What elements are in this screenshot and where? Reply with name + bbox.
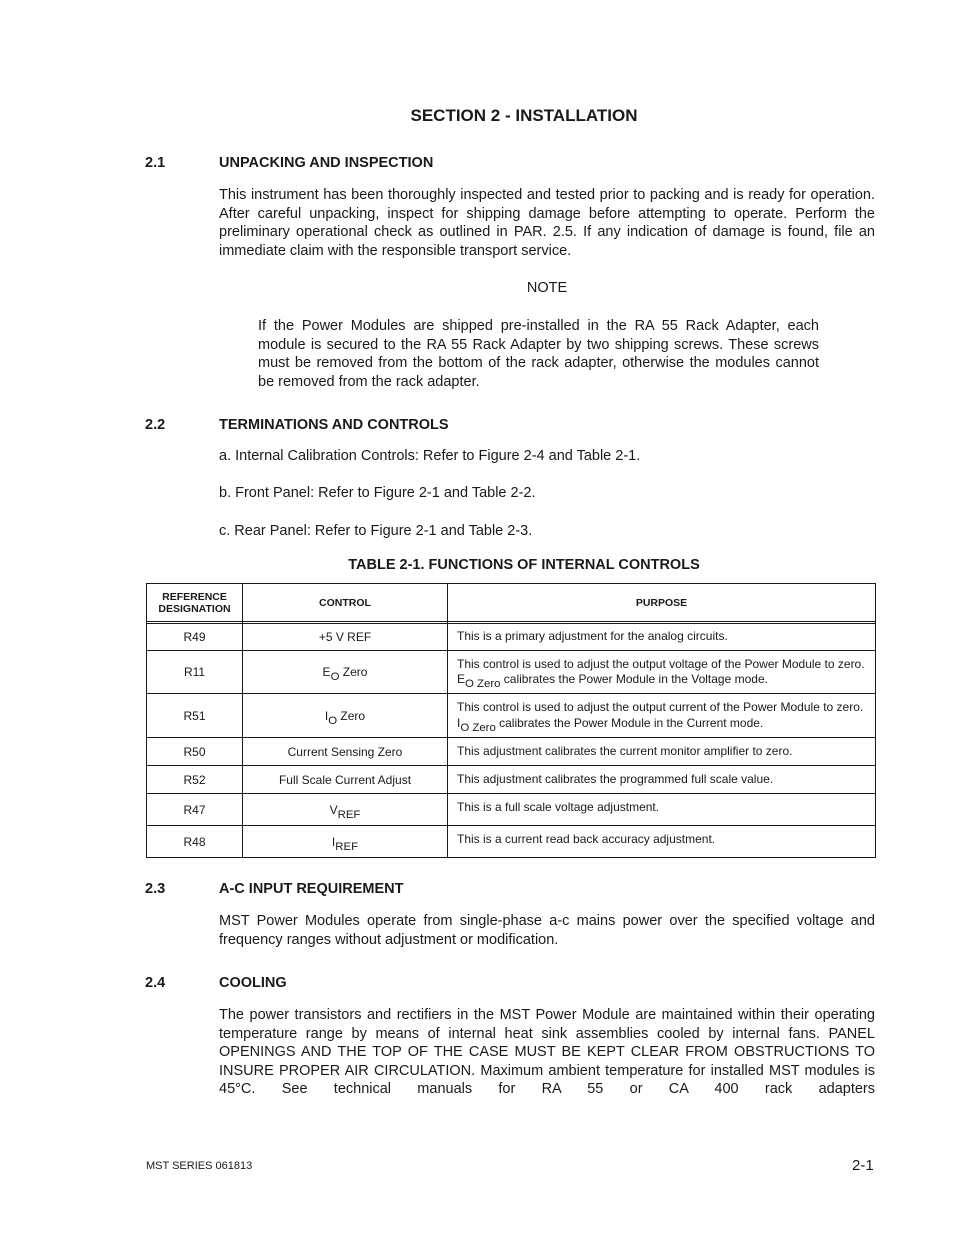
header-reference-designation [147, 584, 243, 622]
control-subscript: REF [335, 840, 359, 853]
purpose-part: calibrates the Power Module in the Current mode. [495, 715, 764, 730]
cell-control [243, 694, 448, 738]
section-2-3-paragraph: MST Power Modules operate from single-phase a-c mains power over the specified voltage and frequency ranges without adjustment or modification. [219, 913, 875, 948]
cell-ref: R48 [147, 826, 243, 858]
cell-control [243, 826, 448, 858]
header-control: CONTROL [243, 584, 448, 622]
section-2-2-heading: TERMINATIONS AND CONTROLS [219, 417, 449, 433]
control-symbol: I [324, 708, 329, 723]
cell-ref: R50 [147, 738, 243, 766]
section-2-3-heading: A-C INPUT REQUIREMENT [219, 881, 404, 897]
footer-document-id: MST SERIES 061813 [146, 1160, 253, 1172]
cell-purpose: This adjustment calibrates the programmed full scale value. [448, 766, 876, 794]
table-row [147, 738, 876, 766]
control-subscript: REF [337, 808, 361, 821]
control-symbol: I [331, 834, 336, 849]
section-2-2-number: 2.2 [145, 417, 166, 433]
control-symbol: V [329, 802, 338, 817]
cell-control [243, 794, 448, 826]
purpose-part: calibrates the Power Module in the Voltage mode. [500, 672, 768, 686]
cell-ref: R52 [147, 766, 243, 794]
table-row [147, 694, 876, 738]
header-ref-line1: REFERENCE [162, 590, 227, 603]
control-suffix: Zero [339, 665, 368, 679]
purpose-part: This control is used to adjust the output voltage of the Power Module to zero. E [457, 656, 865, 686]
cell-purpose: This is a full scale voltage adjustment. [448, 794, 876, 826]
control-suffix: Zero [337, 708, 366, 723]
table-row [147, 794, 876, 826]
note-title: NOTE [526, 280, 568, 296]
cell-ref: R51 [147, 694, 243, 738]
section-2-4-number: 2.4 [145, 975, 166, 991]
cell-control [243, 651, 448, 694]
list-item: a. Internal Calibration Controls: Refer to Figure 2-4 and Table 2-1. [219, 448, 641, 464]
section-2-1-heading: UNPACKING AND INSPECTION [219, 155, 434, 171]
footer-page-number: 2-1 [852, 1157, 874, 1174]
section-2-3-number: 2.3 [145, 881, 166, 897]
header-purpose: PURPOSE [448, 584, 876, 622]
table-row [147, 624, 876, 651]
table-row [147, 651, 876, 694]
cell-ref: R11 [147, 651, 243, 694]
cell-purpose [448, 651, 876, 694]
list-item: c. Rear Panel: Refer to Figure 2-1 and Table 2-3. [219, 523, 533, 539]
cell-purpose: This adjustment calibrates the current monitor amplifier to zero. [448, 738, 876, 766]
header-ref-line2: DESIGNATION [158, 602, 231, 615]
cell-purpose [448, 694, 876, 738]
cell-control: Full Scale Current Adjust [243, 766, 448, 794]
purpose-subscript: O Zero [460, 721, 496, 734]
purpose-part: This control is used to adjust the output current of the Power Module to zero. I [457, 700, 864, 730]
cell-ref: R47 [147, 794, 243, 826]
note-body: If the Power Modules are shipped pre-installed in the RA 55 Rack Adapter, each module is secured to the RA 55 Rack Adapter by two shipping screws. These screws must be removed from the bottom of the rack adapter, otherwise the modules cannot be removed from the rack adapter. [258, 318, 819, 390]
purpose-subscript: O Zero [465, 677, 501, 690]
control-subscript: O [328, 714, 338, 727]
cell-control: +5 V REF [243, 624, 448, 651]
cell-purpose: This is a primary adjustment for the analog circuits. [448, 624, 876, 651]
list-item: b. Front Panel: Refer to Figure 2-1 and Table 2-2. [219, 485, 536, 501]
table-row [147, 826, 876, 858]
table-header-row [147, 584, 876, 622]
section-2-4-paragraph: The power transistors and rectifiers in the MST Power Module are maintained within their operating temperature range by means of internal heat sink assemblies cooled by internal fans. PANEL OPENINGS AND THE TOP OF THE CASE MUST BE KEPT CLEAR FROM OBSTRUCTIONS TO INSURE PROPER AIR CIRCULATION. Maximum ambient temperature for installed MST modules is 45°C. See technical manuals for RA 55 or CA 400 rack adapters [219, 1007, 875, 1098]
table-row [147, 766, 876, 794]
internal-controls-table [146, 583, 876, 858]
cell-ref: R49 [147, 624, 243, 651]
section-title: SECTION 2 - INSTALLATION [410, 106, 638, 125]
section-2-1-number: 2.1 [145, 155, 166, 171]
control-symbol: E [322, 665, 331, 679]
section-2-4-heading: COOLING [219, 975, 287, 991]
control-subscript: O [330, 670, 340, 683]
section-2-1-paragraph: This instrument has been thoroughly inspected and tested prior to packing and is ready for operation. After careful unpacking, inspect for shipping damage before attempting to operate. Perform the preliminary operational check as outlined in PAR. 2.5. If any indication of damage is found, file an immediate claim with the responsible transport service. [219, 187, 875, 259]
table-title: TABLE 2-1. FUNCTIONS OF INTERNAL CONTROLS [348, 557, 700, 573]
cell-control: Current Sensing Zero [243, 738, 448, 766]
cell-purpose: This is a current read back accuracy adjustment. [448, 826, 876, 858]
